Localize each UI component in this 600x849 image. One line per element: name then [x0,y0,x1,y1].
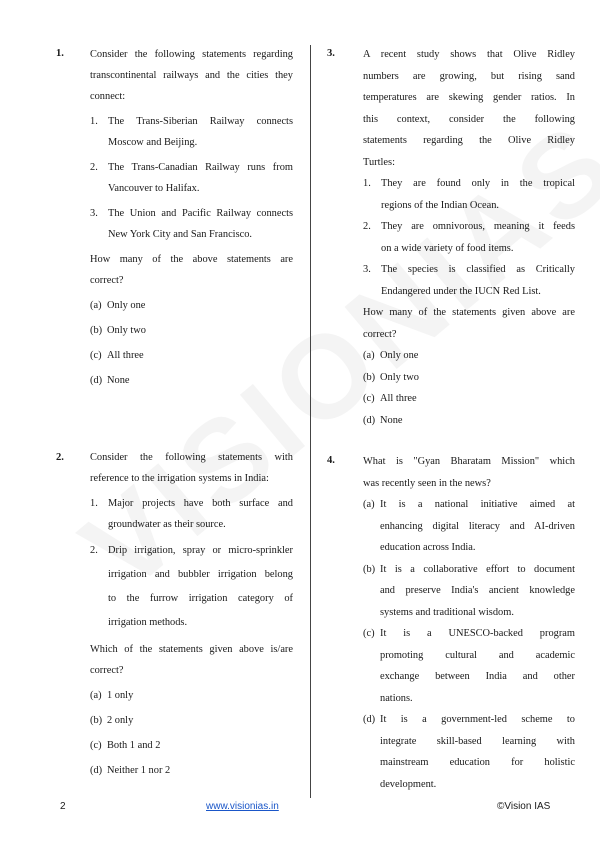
statement-item [90,539,293,635]
question-text [363,44,575,431]
statement-number: 2. [363,221,371,232]
stem-line: statements regarding the Olive Ridley [363,135,575,146]
stem-line: was recently seen in the news? [363,477,491,489]
option-line: integrate skill-based learning with [380,735,575,747]
statement-line: Major projects have both surface and [108,498,293,509]
stem-line: temperatures are skewing gender ratios. In [363,92,575,103]
option-b[interactable] [363,559,575,624]
option-line: promoting cultural and academic [380,649,575,661]
statement-line: They are found only in the tropical [381,178,575,189]
option-label: (a) [363,499,375,510]
option-label: (b) [363,563,376,575]
stem-line: Consider the following statements regarding [90,49,293,60]
statement-line: Endangered under the IUCN Red List. [381,285,541,297]
brand-label: ©Vision IAS [497,801,551,812]
statement-line: The species is classified as Critically [381,264,575,275]
statement-line: The Trans-Siberian Railway connects [108,116,293,127]
option-b[interactable] [90,320,293,341]
option-text: Only two [107,325,146,336]
page-number: 2 [60,801,66,812]
stem-line: Consider the following statements with [90,452,293,463]
option-line: It is a UNESCO-backed program [380,628,575,639]
statement-list [363,173,575,302]
statement-number: 2. [90,545,98,556]
option-line: development. [380,778,437,790]
ask-line: correct? [90,665,124,676]
statement-line: regions of the Indian Ocean. [381,199,500,211]
option-text: 1 only [107,690,134,701]
option-b[interactable] [90,710,293,731]
ask-line: How many of the statements given above are [363,307,575,318]
option-label: (b) [90,715,103,726]
option-text: All three [107,350,144,361]
question-text [90,44,293,391]
option-label: (a) [363,350,375,361]
statement-line: The Union and Pacific Railway connects [108,208,293,219]
option-line: nations. [380,692,413,704]
option-c[interactable] [363,623,575,709]
option-d[interactable] [363,410,575,432]
website-link[interactable]: www.visionias.in [206,801,279,812]
page-footer [0,798,600,818]
option-a[interactable] [90,295,293,316]
question-text [90,447,293,781]
statement-item [90,203,293,245]
ask-line: correct? [363,328,397,340]
statement-line: irrigation methods. [108,617,188,628]
question-number: 2. [56,452,64,463]
option-d[interactable] [90,760,293,781]
option-line: exchange between India and other [380,671,575,682]
option-text: Neither 1 nor 2 [107,765,171,776]
statement-number: 2. [90,162,98,173]
option-text: Only one [107,300,146,311]
stem-line: reference to the irrigation systems in India: [90,473,269,484]
question-number: 4. [327,455,335,466]
statement-number: 3. [90,208,98,219]
option-label: (d) [363,414,376,426]
ask-line: How many of the above statements are [90,254,293,265]
question-number: 3. [327,48,335,59]
statement-number: 1. [90,116,98,127]
statement-item [90,111,293,153]
option-b[interactable] [363,367,575,389]
option-label: (b) [90,325,103,336]
statement-line: New York City and San Francisco. [108,229,253,240]
option-c[interactable] [90,735,293,756]
statement-number: 1. [363,178,371,189]
option-text: Both 1 and 2 [107,740,161,751]
option-label: (d) [90,765,103,776]
option-line: systems and traditional wisdom. [380,606,514,618]
option-a[interactable] [363,345,575,367]
statement-line: Drip irrigation, spray or micro-sprinkler [108,545,293,556]
option-text: Only one [380,350,419,361]
option-line: enhancing digital literacy and AI-driven [380,520,575,532]
option-label: (a) [90,300,102,311]
statement-line: on a wide variety of food items. [381,242,514,254]
statement-item [90,493,293,535]
statement-line: Vancouver to Halifax. [108,183,200,194]
option-label: (d) [363,714,376,725]
statement-number: 3. [363,264,371,275]
question-text [363,451,575,795]
option-line: It is a national initiative aimed at [380,499,575,510]
stem-line: Turtles: [363,156,395,168]
option-label: (c) [90,350,102,361]
statement-list [90,111,293,245]
option-c[interactable] [90,345,293,366]
statement-item [363,173,575,216]
option-text: Only two [380,371,419,383]
option-d[interactable] [363,709,575,795]
statement-list [90,493,293,635]
option-label: (c) [363,628,375,639]
option-text: None [380,414,403,426]
statement-item [363,216,575,259]
statement-line: They are omnivorous, meaning it feeds [381,221,575,232]
statement-line: to the furrow irrigation category of [108,593,293,604]
option-label: (a) [90,690,102,701]
option-line: education across India. [380,542,476,553]
stem-line: numbers are growing, but rising sand [363,70,575,82]
stem-line: A recent study shows that Olive Ridley [363,49,575,60]
option-label: (b) [363,371,376,383]
option-line: It is a collaborative effort to document [380,563,575,575]
option-label: (c) [363,393,375,404]
statement-item [90,157,293,199]
column-divider [310,45,311,798]
option-line: It is a government-led scheme to [380,714,575,725]
statement-item [363,259,575,302]
stem-line: What is "Gyan Bharatam Mission" which [363,456,575,467]
option-a[interactable] [90,685,293,706]
option-d[interactable] [90,370,293,391]
ask-line: correct? [90,275,124,286]
stem-line: connect: [90,91,126,102]
option-line: and preserve India's ancient knowledge [380,585,575,596]
option-line: mainstream education for holistic [380,757,575,768]
option-text: All three [380,393,417,404]
statement-number: 1. [90,498,98,509]
statement-line: groundwater as their source. [108,519,226,530]
stem-line: transcontinental railways and the cities they [90,70,293,81]
option-label: (c) [90,740,102,751]
option-c[interactable] [363,388,575,410]
option-a[interactable] [363,494,575,559]
option-label: (d) [90,375,103,386]
stem-line: this context, consider the following [363,113,575,125]
statement-line: Moscow and Beijing. [108,137,198,148]
option-text: None [107,375,130,386]
statement-line: The Trans-Canadian Railway runs from [108,162,293,173]
question-number: 1. [56,48,64,59]
ask-line: Which of the statements given above is/are [90,644,293,655]
option-text: 2 only [107,715,134,726]
statement-line: irrigation and bubbler irrigation belong [108,569,293,580]
